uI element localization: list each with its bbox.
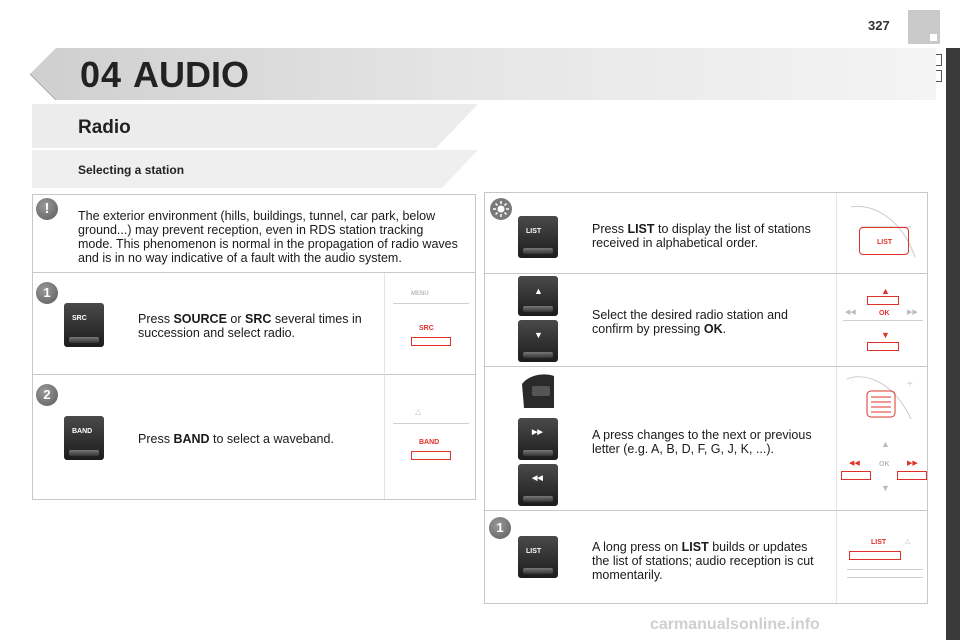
diagram-label: OK <box>879 310 890 317</box>
chapter-number: 04 <box>80 54 123 95</box>
page-number: 327 <box>868 18 890 33</box>
rewind-icon: ◀◀ <box>849 460 860 467</box>
up-key-image <box>518 276 558 316</box>
forward-icon: ▶▶ <box>907 309 918 316</box>
diagram-button-highlight <box>411 451 451 460</box>
forward-icon: ▶▶ <box>907 460 918 467</box>
step-badge: 1 <box>489 517 511 539</box>
warning-icon: ! <box>36 198 58 220</box>
diagram-button-highlight <box>411 337 451 346</box>
down-arrow-icon: ▼ <box>881 330 890 340</box>
bold-text: SRC <box>244 312 272 326</box>
step-text <box>138 312 378 340</box>
sun-icon <box>489 197 513 221</box>
key-label: ◀◀ <box>532 475 543 482</box>
bold-text: SOURCE <box>173 312 227 326</box>
bold-text: BAND <box>173 432 210 446</box>
diagram-line <box>393 423 469 424</box>
diagram-label: SRC <box>419 325 434 332</box>
subsection-title: Selecting a station <box>78 163 185 177</box>
seek-diagram <box>836 367 928 509</box>
text: to select a waveband. <box>209 432 334 446</box>
right-side-bar <box>946 48 960 640</box>
list-long-press-diagram <box>836 511 928 603</box>
diagram-line <box>847 569 923 570</box>
forward-key-image <box>518 418 558 460</box>
chapter-title: AUDIO <box>133 54 249 95</box>
step-badge: 1 <box>36 282 58 304</box>
diagram-label: OK <box>879 461 890 468</box>
note-text: The exterior environment (hills, buildings, tunnel, car park, below ground...) may prevent reception, even in RDS station tracking mode. This phenomenon is normal in the propagation of radio waves and is in no way indicative of a fault with the audio system. <box>78 209 458 265</box>
text: Press <box>138 312 174 326</box>
diagram-label: LIST <box>877 239 893 246</box>
step-text: A press changes to the next or previous letter (e.g. A, B, D, F, G, J, K, ...). <box>592 428 812 456</box>
diagram-line <box>847 577 923 578</box>
diagram-button-highlight <box>867 296 899 305</box>
diagram-button-highlight <box>859 227 909 255</box>
diagram-label: LIST <box>871 539 887 546</box>
text: to display the list of stations received in alphabetical order. <box>592 222 811 250</box>
key-label: ▼ <box>534 330 543 340</box>
steering-wheel-outline <box>841 369 925 433</box>
ok-diagram <box>836 274 928 366</box>
diagram-button-highlight <box>849 551 901 560</box>
diagram-label: MENU <box>411 291 429 297</box>
text: builds or updates the list of stations; audio reception is cut momentarily. <box>592 540 814 582</box>
bold-text: LIST <box>681 540 709 554</box>
eject-icon: △ <box>905 538 911 545</box>
diagram-line <box>393 303 469 304</box>
key-label: LIST <box>526 228 542 235</box>
list-key-image <box>518 536 558 578</box>
list-diagram <box>836 193 928 273</box>
step-text <box>592 540 827 582</box>
src-diagram <box>384 273 476 373</box>
diagram-button-highlight <box>897 471 927 480</box>
corner-tab <box>908 10 940 44</box>
text: several times in succession and select radio. <box>138 312 362 340</box>
text: . <box>722 322 727 336</box>
key-label: BAND <box>72 428 93 435</box>
diagram-label: BAND <box>419 439 440 446</box>
diagram-button-highlight <box>867 342 899 351</box>
svg-text:+: + <box>907 379 913 390</box>
key-label: ▶▶ <box>532 429 543 436</box>
text: Press <box>138 432 174 446</box>
key-label: LIST <box>526 548 542 555</box>
bold-text: LIST <box>627 222 655 236</box>
step-badge: 2 <box>36 384 58 406</box>
key-label: SRC <box>72 315 87 322</box>
eject-icon: △ <box>415 407 422 416</box>
steering-control-image <box>518 370 558 412</box>
bold-text: OK <box>703 322 723 336</box>
text: Press <box>592 222 628 236</box>
rewind-key-image <box>518 464 558 506</box>
diagram-button-highlight <box>841 471 871 480</box>
text: Select the desired radio station and confirm by pressing <box>592 308 788 336</box>
src-key-image <box>64 303 104 347</box>
text: or <box>226 312 245 326</box>
diagram-line <box>843 320 923 321</box>
up-arrow-icon: ▲ <box>881 439 890 449</box>
footer-watermark: carmanualsonline.info <box>650 616 820 633</box>
rewind-icon: ◀◀ <box>845 309 856 316</box>
band-diagram <box>384 375 476 499</box>
step-text <box>138 432 378 446</box>
band-key-image <box>64 416 104 460</box>
down-arrow-icon: ▼ <box>881 483 890 493</box>
step-text <box>592 308 822 336</box>
text: A long press on <box>592 540 682 554</box>
step-text <box>592 222 827 250</box>
list-key-image <box>518 216 558 258</box>
key-label: ▲ <box>534 286 543 296</box>
section-title: Radio <box>78 117 131 138</box>
down-key-image <box>518 320 558 362</box>
up-arrow-icon: ▲ <box>881 286 890 296</box>
